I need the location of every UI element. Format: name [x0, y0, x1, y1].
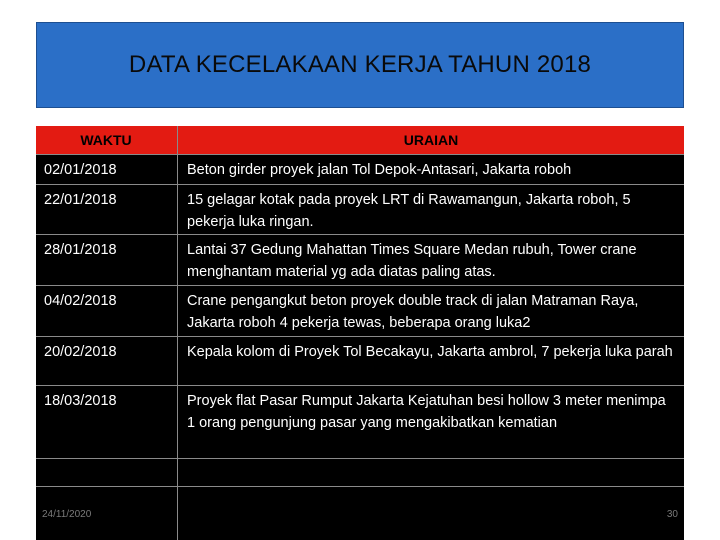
row-divider	[36, 486, 684, 487]
row-date: 20/02/2018	[44, 344, 117, 360]
row-divider	[36, 234, 684, 235]
row-date: 02/01/2018	[44, 162, 117, 178]
row-divider	[36, 385, 684, 386]
row-divider	[36, 184, 684, 185]
row-description: Beton girder proyek jalan Tol Depok-Antasari, Jakarta roboh	[187, 162, 572, 178]
row-date: 28/01/2018	[44, 242, 117, 258]
column-divider	[177, 126, 178, 540]
row-description: Kepala kolom di Proyek Tol Becakayu, Jakarta ambrol, 7 pekerja luka parah	[187, 344, 673, 360]
footer-date: 24/11/2020	[42, 509, 92, 520]
table-header	[36, 126, 684, 154]
row-date: 04/02/2018	[44, 293, 117, 309]
row-description: Proyek flat Pasar Rumput Jakarta Kejatuhan besi hollow 3 meter menimpa 1 orang pengunjung pasar yang mengakibatkan kematian	[187, 393, 666, 431]
row-description: Crane pengangkut beton proyek double track di jalan Matraman Raya, Jakarta roboh 4 pekerja tewas, beberapa orang luka2	[187, 293, 639, 331]
row-divider	[36, 458, 684, 459]
row-description: 15 gelagar kotak pada proyek LRT di Rawamangun, Jakarta roboh, 5 pekerja luka ringan.	[187, 192, 631, 230]
slide-title: DATA KECELAKAAN KERJA TAHUN 2018	[128, 51, 592, 78]
row-description: Lantai 37 Gedung Mahattan Times Square Medan rubuh, Tower crane menghantam material yg ada diatas paling atas.	[187, 242, 637, 280]
title-banner	[36, 22, 684, 108]
page-number: 30	[666, 509, 678, 520]
header-waktu: WAKTU	[80, 132, 132, 148]
row-divider	[36, 285, 684, 286]
row-divider	[36, 336, 684, 337]
row-date: 18/03/2018	[44, 393, 117, 409]
row-divider	[36, 154, 684, 155]
accident-table	[36, 126, 684, 540]
header-uraian: URAIAN	[403, 132, 459, 148]
row-date: 22/01/2018	[44, 192, 117, 208]
